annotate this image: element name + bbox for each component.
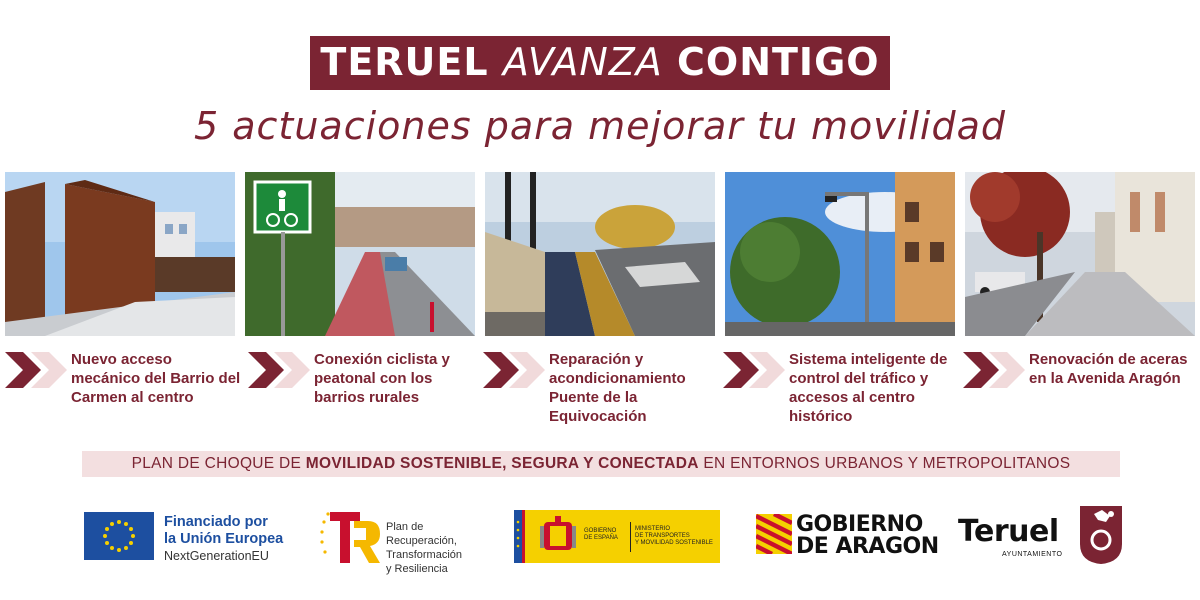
plan-banner	[82, 451, 1120, 477]
action-item-2	[248, 350, 478, 430]
action-item-3	[483, 350, 713, 430]
photo-acceso-mecanico	[5, 172, 235, 336]
plan-suffix: EN ENTORNOS URBANOS Y METROPOLITANOS	[703, 455, 1071, 472]
ministerio-text	[635, 526, 713, 547]
page-subtitle: 5 actuaciones para mejorar tu movilidad	[194, 104, 1006, 148]
title-banner	[0, 36, 1200, 90]
photo-strip	[5, 172, 1195, 336]
title-part-1: TERUEL	[320, 40, 489, 84]
photo-puente-equivocacion	[485, 172, 715, 336]
photo-conexion-ciclista	[245, 172, 475, 336]
action-item-4	[723, 350, 953, 430]
aragon-flag-icon	[756, 514, 792, 554]
action-label: Renovación de aceras en la Avenida Aragón	[1029, 351, 1188, 387]
logo-gobierno-espana	[514, 510, 720, 563]
teruel-sub: AYUNTAMIENTO	[1002, 551, 1063, 558]
logo-prtr	[318, 508, 498, 575]
logos-row	[0, 500, 1200, 580]
logo-teruel	[958, 506, 1128, 568]
eu-stripe-icon	[514, 510, 536, 563]
action-item-1	[5, 350, 241, 430]
action-label: Reparación y acondicionamiento Puente de la Equivocación	[549, 351, 686, 425]
double-chevron-icon	[723, 352, 785, 388]
eu-line-2: la Unión Europea	[164, 531, 284, 547]
aragon-line-2: DE ARAGON	[796, 534, 939, 559]
eu-line-1: Financiado por	[164, 514, 268, 530]
prtr-logo-icon	[318, 508, 382, 566]
double-chevron-icon	[483, 352, 545, 388]
eu-line-3: NextGenerationEU	[164, 549, 269, 563]
ministerio-line-3: Y MOVILIDAD SOSTENIBLE	[635, 540, 713, 546]
gob-esp-line-2: DE ESPAÑA	[584, 535, 618, 541]
plan-prefix: PLAN DE CHOQUE DE	[131, 455, 302, 472]
actions-list	[0, 350, 1200, 430]
prtr-line-1: Plan de	[386, 521, 424, 533]
double-chevron-icon	[248, 352, 310, 388]
double-chevron-icon	[963, 352, 1025, 388]
action-label: Sistema inteligente de control del tráfico y accesos al centro histórico	[789, 351, 948, 425]
double-chevron-icon	[5, 352, 67, 388]
teruel-name: Teruel	[958, 514, 1059, 549]
photo-sistema-trafico	[725, 172, 955, 336]
gob-esp-line-1: GOBIERNO	[584, 528, 617, 534]
prtr-line-2: Recuperación,	[386, 535, 457, 547]
prtr-text	[386, 520, 462, 576]
logo-gobierno-aragon	[756, 514, 946, 564]
prtr-line-4: y Resiliencia	[386, 563, 448, 575]
title-part-3: CONTIGO	[677, 40, 880, 84]
action-label: Conexión ciclista y peatonal con los barrios rurales	[314, 351, 450, 406]
aragon-text	[796, 514, 939, 558]
title-part-2: AVANZA	[502, 40, 663, 84]
aragon-line-1: GOBIERNO	[796, 512, 923, 537]
photo-aceras-avenida	[965, 172, 1195, 336]
action-item-5	[963, 350, 1193, 430]
logo-eu	[84, 512, 304, 564]
gobierno-espana-text	[584, 528, 618, 542]
eu-text	[164, 514, 283, 565]
plan-bold: MOVILIDAD SOSTENIBLE, SEGURA Y CONECTADA	[305, 455, 699, 472]
prtr-line-3: Transformación	[386, 549, 463, 561]
ministerio-line-2: DE TRANSPORTES	[635, 533, 690, 539]
divider	[630, 522, 631, 552]
eu-flag-icon	[84, 512, 154, 560]
teruel-shield-icon	[1080, 506, 1122, 564]
action-label: Nuevo acceso mecánico del Barrio del Carmen al centro	[71, 351, 241, 406]
page-title	[310, 36, 889, 90]
coat-of-arms-icon	[540, 516, 576, 556]
ministerio-line-1: MINISTERIO	[635, 526, 671, 532]
